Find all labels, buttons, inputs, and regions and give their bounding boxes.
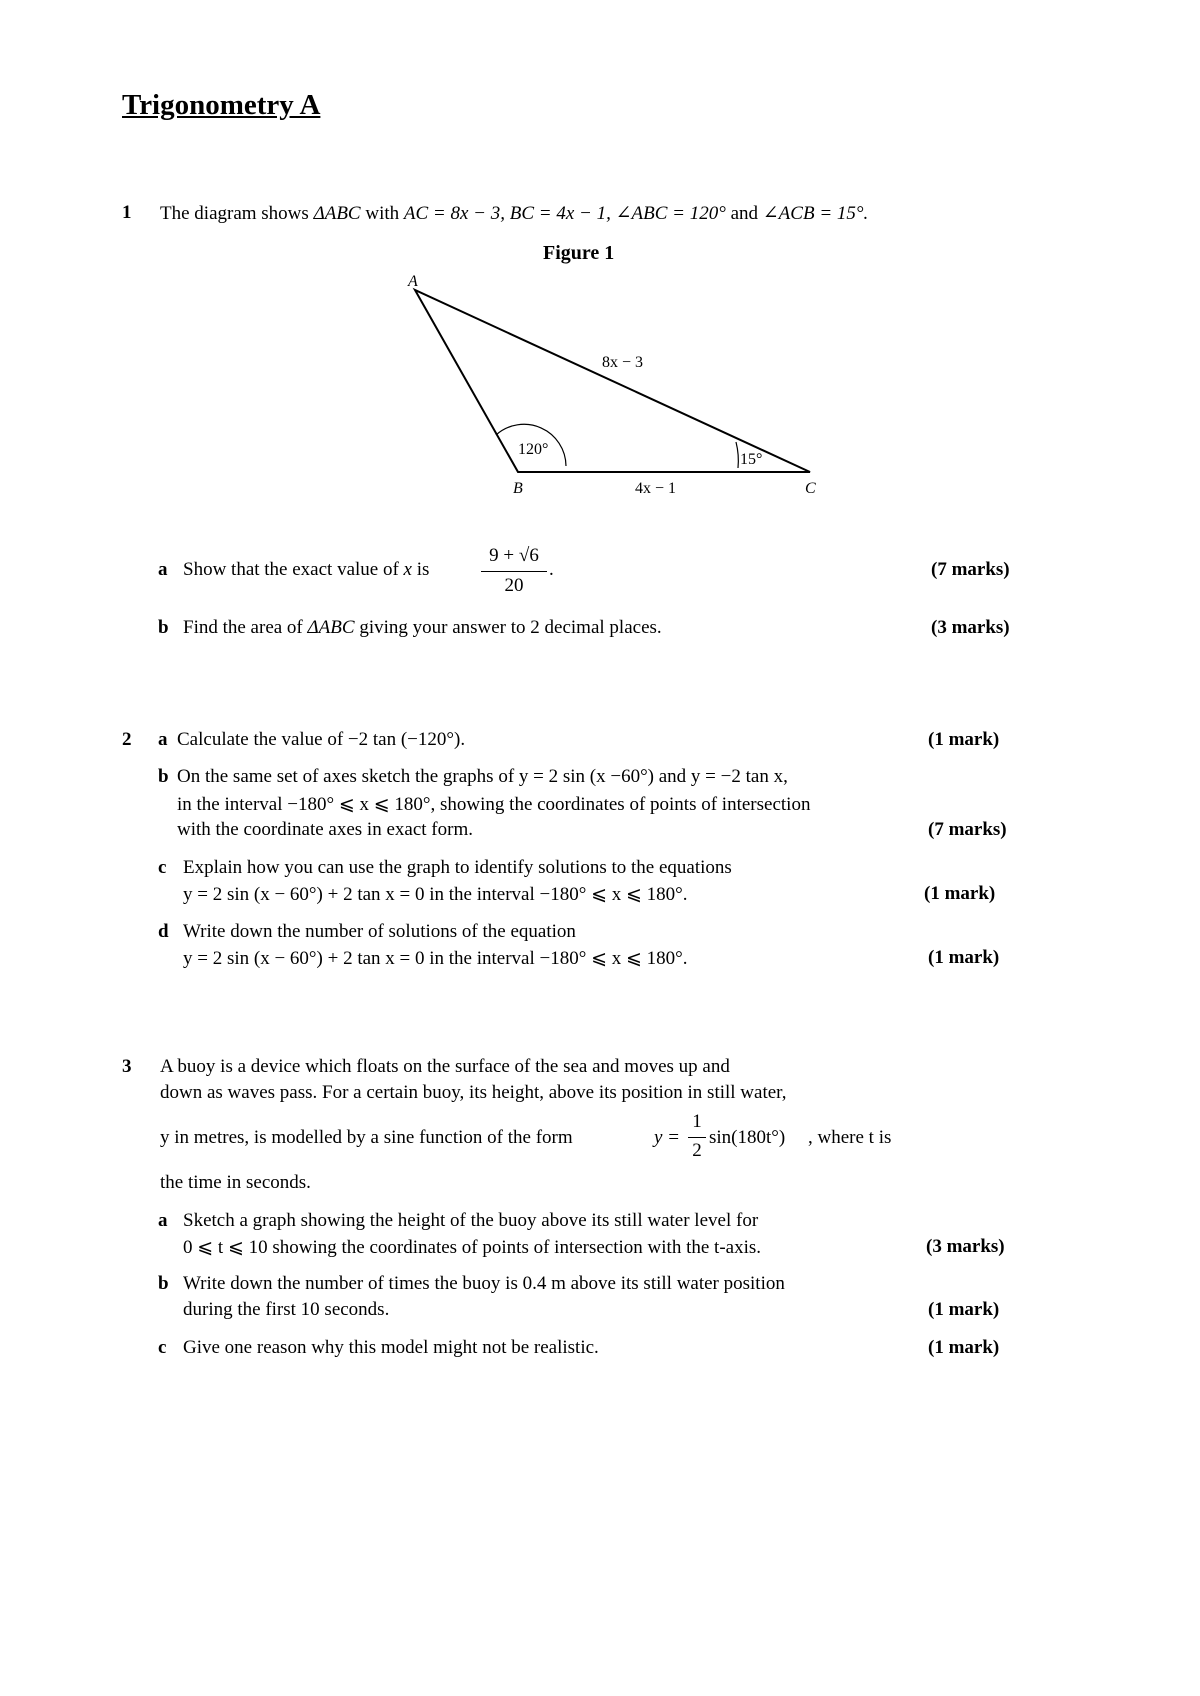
q1b-text xyxy=(183,617,662,639)
q2c-marks: (1 mark) xyxy=(924,883,996,904)
side-ac-label: 8x − 3 xyxy=(602,354,644,371)
q3-y-equals: y = xyxy=(654,1127,681,1148)
triangle-figure xyxy=(0,0,1200,520)
q1a-is: is xyxy=(416,559,430,580)
q1-stem-text-3: and xyxy=(725,203,763,224)
q2c-line-1: Explain how you can use the graph to identify solutions to the equations xyxy=(183,857,732,878)
q2d-marks: (1 mark) xyxy=(928,947,1000,968)
q3a-line-1: Sketch a graph showing the height of the buoy above its still water level for xyxy=(183,1210,759,1231)
q3-line-4: the time in seconds. xyxy=(160,1172,311,1193)
question-1-number: 1 xyxy=(122,202,132,223)
vertex-c-label: C xyxy=(805,480,816,497)
q1b-text-1: Find the area of xyxy=(183,617,308,638)
q3a-label: a xyxy=(158,1210,168,1231)
q1-stem-angle: ∠ACB = 15°. xyxy=(762,203,869,224)
q2a-label: a xyxy=(158,729,168,750)
q1a-text-main: Show that the exact value of xyxy=(183,559,399,580)
q1-stem-triangle: ΔABC xyxy=(313,203,361,224)
q3b-marks: (1 mark) xyxy=(928,1299,1000,1320)
q3-line-2: down as waves pass. For a certain buoy, its height, above its position in still water, xyxy=(160,1082,787,1103)
q3c-label: c xyxy=(158,1337,167,1358)
q1b-triangle: ΔABC xyxy=(307,617,355,638)
page-title: Trigonometry A xyxy=(122,89,321,121)
q2c-line-2: y = 2 sin (x − 60°) + 2 tan x = 0 in the interval −180° ⩽ x ⩽ 180°. xyxy=(183,884,688,905)
angle-c-label: 15° xyxy=(740,451,763,468)
q2b-marks: (7 marks) xyxy=(928,819,1007,840)
q1a-fraction xyxy=(481,545,547,601)
q1a-numerator: 9 + √6 xyxy=(489,545,539,566)
q2c-label: c xyxy=(158,857,167,878)
q3b-line-2: during the first 10 seconds. xyxy=(183,1299,390,1320)
side-bc-label: 4x − 1 xyxy=(635,480,677,497)
q2d-label: d xyxy=(158,921,169,942)
q2b-label: b xyxy=(158,766,169,787)
q3b-line-1: Write down the number of times the buoy is 0.4 m above its still water position xyxy=(183,1273,785,1294)
q3-function: sin(180t°) xyxy=(709,1127,786,1148)
q2d-line-2: y = 2 sin (x − 60°) + 2 tan x = 0 in the interval −180° ⩽ x ⩽ 180°. xyxy=(183,948,688,969)
q3a-line-2: 0 ⩽ t ⩽ 10 showing the coordinates of points of intersection with the t-axis. xyxy=(183,1237,761,1258)
q3a-marks: (3 marks) xyxy=(926,1236,1005,1257)
q3-fraction-bar xyxy=(688,1137,706,1138)
q3c-marks: (1 mark) xyxy=(928,1337,1000,1358)
q1b-marks: (3 marks) xyxy=(931,617,1010,638)
q1a-marks: (7 marks) xyxy=(931,559,1010,580)
q3-line-3b: , where t is xyxy=(808,1127,892,1148)
q3-line-1: A buoy is a device which floats on the surface of the sea and moves up and xyxy=(160,1056,730,1077)
question-2-number: 2 xyxy=(122,729,132,750)
q2b-line-1: On the same set of axes sketch the graphs of y = 2 sin (x −60°) and y = −2 tan x, xyxy=(177,766,788,787)
q3-line-3a: y in metres, is modelled by a sine function of the form xyxy=(160,1127,573,1148)
q3-numerator: 1 xyxy=(692,1111,702,1132)
q1a-text xyxy=(183,559,429,581)
q1b-text-2: giving your answer to 2 decimal places. xyxy=(354,617,662,638)
q1a-denominator: 20 xyxy=(504,575,524,596)
q1a-label: a xyxy=(158,559,168,580)
q2a-marks: (1 mark) xyxy=(928,729,1000,750)
q2d-line-1: Write down the number of solutions of the equation xyxy=(183,921,576,942)
q3b-label: b xyxy=(158,1273,169,1294)
angle-c-arc xyxy=(736,442,738,468)
q2a-text: Calculate the value of −2 tan (−120°). xyxy=(177,729,466,750)
vertex-b-label: B xyxy=(513,480,523,497)
q3-denominator: 2 xyxy=(692,1140,702,1161)
q1a-variable: x xyxy=(403,559,412,580)
q2b-line-2: in the interval −180° ⩽ x ⩽ 180°, showing the coordinates of points of intersection xyxy=(177,794,811,815)
q1-stem-text-2: with xyxy=(360,203,404,224)
angle-b-label: 120° xyxy=(518,441,549,458)
q1-stem-given: AC = 8x − 3, BC = 4x − 1, ∠ABC = 120° xyxy=(403,203,726,224)
q1a-end: . xyxy=(549,559,554,580)
q3-fraction xyxy=(688,1111,706,1165)
q2b-line-3: with the coordinate axes in exact form. xyxy=(177,819,473,840)
q3c-text: Give one reason why this model might not be realistic. xyxy=(183,1337,599,1358)
q1-stem-text-1: The diagram shows xyxy=(160,203,314,224)
question-3-number: 3 xyxy=(122,1056,132,1077)
vertex-a-label: A xyxy=(408,273,418,290)
figure-1-title: Figure 1 xyxy=(543,242,615,264)
triangle-abc xyxy=(415,290,810,472)
q1b-label: b xyxy=(158,617,169,638)
q1a-fraction-bar xyxy=(481,571,547,572)
